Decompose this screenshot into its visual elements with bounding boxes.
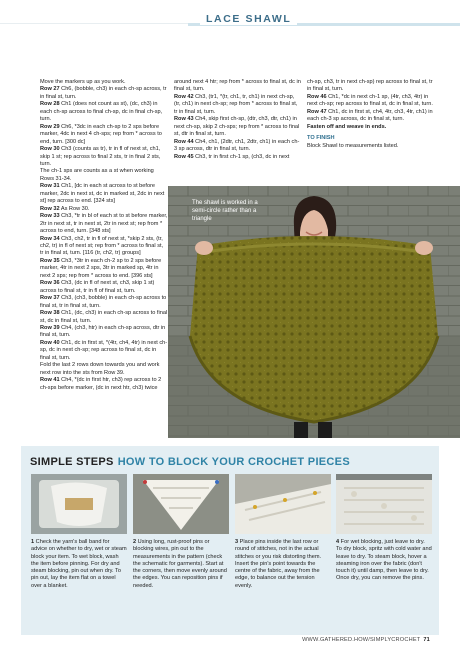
row-instructions: Ch1 (does not count as st), (dc, ch3) in each ch-sp across to final ch-sp, dc in final ch-sp, turn. — [40, 101, 163, 123]
pattern-row — [307, 94, 435, 109]
row-instructions: Ch1, *dc in next ch-1 sp, (4tr, ch3, 4tr) in next ch-sp; rep across to final st, dc in final st, turn. — [307, 93, 433, 108]
pattern-row — [40, 340, 168, 362]
step-1-image — [31, 474, 127, 534]
header-rule — [0, 23, 188, 24]
row-instructions: Ch4, ch1, (2dtr, ch1, 2dtr, ch1) in each ch-3 sp across, dtr in final st, turn. — [174, 138, 300, 153]
pattern-row — [174, 139, 302, 154]
page-footer — [302, 637, 430, 643]
row-instructions: Ch3, (tr1, *(tr, ch1, tr, ch1) in next ch-sp, (tr, ch1) in next ch-sp; rep from * across to final st, tr in final st, turn. — [174, 93, 298, 115]
row-instructions: Ch1, dc in first st, ch4, 4tr, ch3, 4tr, ch1) in each ch-3 sp across, dc in final st, turn. — [307, 108, 433, 123]
step-2-text — [133, 539, 229, 590]
photo-caption: The shawl is worked in a semi-circle rather than a triangle — [192, 200, 258, 222]
row-label: Row 33 — [40, 213, 60, 220]
pattern-row — [40, 101, 168, 123]
row-instructions: Ch1, (dc, ch3) in each ch-sp across to final st, dc in final st, turn. — [40, 310, 168, 324]
row-instructions: Ch4, *(dc in first htr, ch3) rep across to 2 ch-sps before marker, (dc in next htr, ch3) twice — [40, 377, 162, 391]
row-instructions: As Row 30. — [59, 205, 90, 212]
pattern-row — [40, 183, 168, 205]
simple-steps-title — [30, 456, 350, 468]
pattern-row — [40, 168, 168, 183]
row-instructions: Ch3, (ch3, bobble) in each ch-sp across to final st, tr in final st, turn. — [40, 295, 167, 309]
pattern-row — [174, 154, 302, 161]
section-title: LACE SHAWL — [200, 13, 297, 25]
step-instructions: Check the yarn's ball band for advice on whether to dry, wet or steam block your item. To wet block, wash the item before pinning. For dry and steam blocking, pin out when dry. To pin out, lay the item flat on a towel over a blanket. — [31, 539, 127, 589]
row-label: Row 41 — [40, 377, 60, 384]
pattern-row — [307, 79, 435, 94]
row-label: Row 45 — [174, 153, 194, 160]
pattern-row — [40, 146, 168, 168]
page-number: 71 — [423, 637, 430, 643]
row-instructions: Ch6, *3dc in each ch-sp to 2 sps before marker, 4dc in next 4 ch-sps; rep from * across to end, turn. [300 dc] — [40, 123, 162, 145]
row-instructions: Ch3, *3tr in each ch-2 sp to 2 sps before marker, 4tr in next 2 sps, 3tr in marked sp, 4tr in next 2 sps; rep from * across to end. [396 sts] — [40, 257, 162, 279]
row-label: Row 42 — [174, 93, 194, 100]
row-instructions: Ch1, dc in first st, *(4tr, ch4, 4tr) in next ch-sp, dc in next ch-sp; rep across to final st, dc in final st, turn. — [40, 339, 168, 361]
pattern-row — [307, 109, 435, 124]
pattern-row — [40, 79, 168, 86]
pattern-column-2 — [174, 79, 302, 161]
pattern-row — [174, 79, 302, 94]
pattern-row — [40, 258, 168, 280]
pattern-row — [40, 280, 168, 295]
step-number: 2 — [133, 539, 137, 545]
row-label: Row 27 — [40, 86, 60, 93]
pattern-column-3 — [307, 79, 435, 150]
finish-heading: TO FINISH — [307, 135, 335, 142]
step-3-image — [235, 474, 331, 534]
steps-title-subtitle: HOW TO BLOCK YOUR CROCHET PIECES — [117, 456, 350, 468]
pattern-row — [40, 86, 168, 101]
row-label: Row 30 — [40, 146, 60, 153]
row-instructions: Fasten off and weave in ends. — [307, 123, 387, 130]
row-label: Row 47 — [307, 108, 327, 115]
row-instructions: The ch-1 sps are counts as a st when working Rows 31-34. — [40, 168, 154, 182]
row-label: Row 34 — [40, 235, 60, 242]
row-instructions: Ch3 (counts as tr), tr in fl of next st, ch1, skip 1 st; rep across to final 2 sts, tr in final 2 sts, turn. — [40, 146, 161, 167]
finish-text: Block Shawl to measurements listed. — [307, 142, 399, 149]
row-instructions: Ch4, (ch3, htr) in each ch-sp across, dtr in final st, turn. — [40, 324, 166, 339]
step-4-image — [336, 474, 432, 534]
row-instructions: Ch6, (bobble, ch3) in each ch-sp across, tr in final st, turn. — [40, 86, 167, 100]
step-4-text — [336, 539, 432, 583]
row-instructions: ch-sp, ch3, tr in next ch-sp) rep across to final st, tr in final st, turn. — [307, 79, 433, 93]
row-instructions: Ch4, skip first ch-sp, (dtr, ch3, dtr, ch1) in next ch-sp, skip 2 ch-sps; rep from * across to final st, dtr in final st, turn. — [174, 116, 300, 138]
row-label: Row 31 — [40, 183, 60, 190]
step-number: 1 — [31, 539, 35, 545]
row-label: Row 40 — [40, 339, 60, 346]
pattern-row — [40, 362, 168, 377]
pattern-row — [307, 124, 435, 131]
pattern-row — [40, 310, 168, 325]
step-number: 3 — [235, 539, 239, 545]
row-label: Row 32 — [40, 205, 60, 212]
row-label: Row 43 — [174, 116, 194, 123]
row-label: Row 44 — [174, 138, 194, 145]
row-label: Row 37 — [40, 295, 60, 302]
row-instructions: Ch3, (dc in fl of next st, ch3, skip 1 st) across to final st, tr in fl of final st, turn. — [40, 280, 155, 294]
pattern-column-1 — [40, 79, 168, 392]
pattern-row — [40, 295, 168, 310]
pattern-row — [40, 236, 168, 258]
row-label: Row 36 — [40, 280, 60, 287]
row-label: Row 28 — [40, 101, 60, 108]
row-instructions: Fold the last 2 rows down towards you and work next row into the sts from Row 39. — [40, 362, 160, 376]
row-label: Row 46 — [307, 93, 327, 100]
row-label: Row 39 — [40, 324, 60, 331]
row-label: Row 38 — [40, 310, 60, 317]
pattern-row — [40, 213, 168, 235]
page-header — [0, 0, 460, 42]
pattern-row — [40, 377, 168, 392]
row-instructions: Ch1, [dc in each st across to st before marker, 2dc in next st, dc in marked st, 2dc in next st] rep across to end. [324 sts] — [40, 183, 165, 205]
pattern-row — [40, 206, 168, 213]
step-instructions: Place pins inside the last row or round of stitches, not in the actual stitches or you risk distorting them. Insert the pin's point towards the centre of the fabric, away from the edge, to balance out the tension evenly. — [235, 539, 322, 589]
step-instructions: For wet blocking, just leave to dry. To dry block, spritz with cold water and leave to dry. To steam block, hover a steaming iron over the fabric (don't touch it) until damp, then leave to dry. Once dry, you can remove the pins. — [336, 539, 432, 582]
step-1-text — [31, 539, 127, 590]
pattern-row — [40, 124, 168, 146]
step-instructions: Using long, rust-proof pins or blocking wires, pin out to the measurements in the pattern (check the schematic for garments). Start at the corners, then move evenly around the edges. You can reposition pins if needed. — [133, 539, 227, 589]
footer-url: WWW.GATHERED.HOW/SIMPLYCROCHET — [302, 637, 421, 643]
pattern-row — [40, 325, 168, 340]
step-3-text — [235, 539, 331, 590]
pattern-row — [174, 94, 302, 116]
row-instructions: Move the markers up as you work. — [40, 79, 126, 85]
pattern-row — [174, 116, 302, 138]
row-instructions: Ch3, *tr in bl of each st to st before marker, 2tr in next st, tr in next st, 2tr in next st; rep from * across to end, turn. [348 sts] — [40, 213, 168, 235]
row-label: Row 35 — [40, 257, 60, 264]
row-label: Row 29 — [40, 123, 60, 130]
step-number: 4 — [336, 539, 340, 545]
row-instructions: around next 4 htr; rep from * across to final st, dc in final st, turn. — [174, 79, 301, 93]
row-instructions: Ch3, tr in first ch-1 sp, (ch3, dc in next — [193, 153, 290, 160]
steps-title-label: SIMPLE STEPS — [30, 456, 114, 468]
step-2-image — [133, 474, 229, 534]
row-instructions: Ch3, ch2, tr in fl of next st, *skip 2 sts, (tr, ch2, tr) in fl of next st; rep from * across to final st, tr in final st, turn. [116 (tr, ch2, tr) groups] — [40, 235, 164, 257]
shawl-photo — [168, 186, 460, 438]
